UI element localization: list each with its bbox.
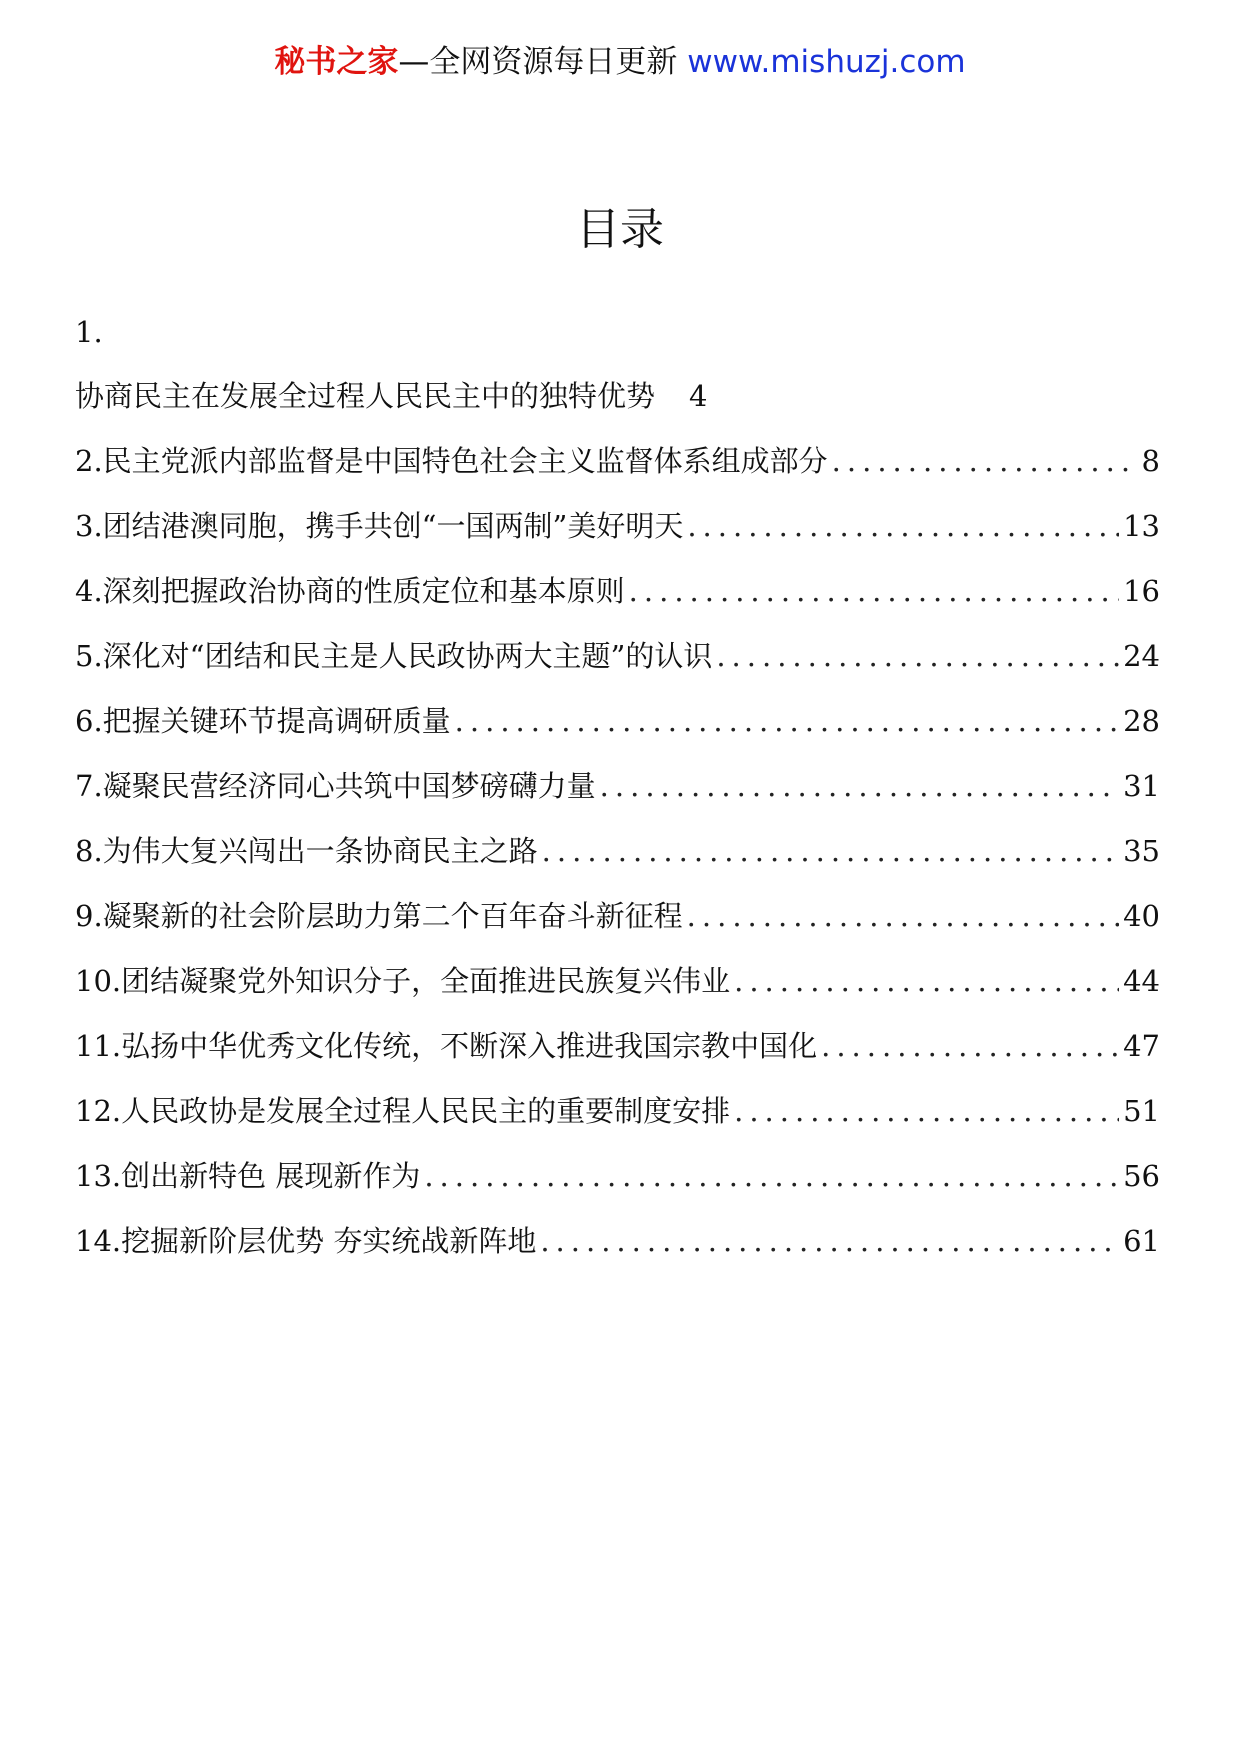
dot-leader	[540, 1209, 1119, 1274]
toc-entry-page: 8	[1141, 444, 1160, 478]
brand-name: 秘书之家	[274, 44, 399, 80]
toc-entry-page: 44	[1123, 964, 1160, 998]
dot-leader	[455, 689, 1119, 754]
toc-entry-page: 31	[1123, 769, 1160, 803]
site-header	[0, 40, 1240, 84]
toc-entry[interactable]	[75, 819, 1160, 884]
toc-entry-1-number: 1.	[75, 315, 103, 349]
site-url-link[interactable]: www.mishuzj.com	[687, 44, 966, 80]
toc-entry-text: 10.团结凝聚党外知识分子，全面推进民族复兴伟业	[75, 964, 731, 998]
toc-entry-page: 47	[1123, 1029, 1160, 1063]
toc-entry[interactable]	[75, 429, 1160, 494]
toc-entry-page: 56	[1123, 1159, 1160, 1193]
toc-entry-text: 14.挖掘新阶层优势 夯实统战新阵地	[75, 1224, 537, 1258]
toc-entry[interactable]	[75, 1014, 1160, 1079]
toc-entry-text: 协商民主在发展全过程人民民主中的独特优势	[75, 379, 656, 413]
toc-entry-page: 35	[1123, 834, 1160, 868]
toc-entry-page: 16	[1123, 574, 1160, 608]
toc-entry[interactable]	[75, 949, 1160, 1014]
toc-entry-text: 5.深化对“团结和民主是人民政协两大主题”的认识	[75, 639, 713, 673]
dot-leader	[629, 559, 1119, 624]
toc-entry[interactable]	[75, 754, 1160, 819]
toc-entry-page: 51	[1123, 1094, 1160, 1128]
toc-entry-text: 9.凝聚新的社会阶层助力第二个百年奋斗新征程	[75, 899, 683, 933]
dot-leader	[542, 819, 1119, 884]
toc-entry[interactable]	[75, 624, 1160, 689]
toc-entry[interactable]	[75, 559, 1160, 624]
dot-leader	[600, 754, 1119, 819]
toc-entry[interactable]	[75, 1079, 1160, 1144]
toc-entry-text: 6.把握关键环节提高调研质量	[75, 704, 451, 738]
table-of-contents	[75, 300, 1160, 1274]
toc-entry[interactable]	[75, 1209, 1160, 1274]
dot-leader	[734, 1079, 1119, 1144]
toc-title: 目录	[576, 204, 664, 255]
toc-entry-text: 11.弘扬中华优秀文化传统，不断深入推进我国宗教中国化	[75, 1029, 818, 1063]
toc-entry[interactable]	[75, 494, 1160, 559]
dot-leader	[424, 1144, 1119, 1209]
toc-entry-1[interactable]	[75, 364, 1160, 429]
toc-entry[interactable]	[75, 1144, 1160, 1209]
dot-leader	[832, 429, 1138, 494]
toc-entry-text: 12.人民政协是发展全过程人民民主的重要制度安排	[75, 1094, 731, 1128]
dot-leader	[687, 494, 1119, 559]
dot-leader	[687, 884, 1119, 949]
toc-entry-page: 24	[1123, 639, 1160, 673]
toc-entry-text: 2.民主党派内部监督是中国特色社会主义监督体系组成部分	[75, 444, 828, 478]
toc-entry-page: 61	[1123, 1224, 1160, 1258]
toc-entry[interactable]	[75, 884, 1160, 949]
dot-leader	[734, 949, 1119, 1014]
dot-leader	[716, 624, 1119, 689]
toc-entry-text: 13.创出新特色 展现新作为	[75, 1159, 421, 1193]
toc-entry-text: 8.为伟大复兴闯出一条协商民主之路	[75, 834, 538, 868]
dot-leader	[821, 1014, 1119, 1079]
toc-entry[interactable]	[75, 689, 1160, 754]
toc-entry-text: 7.凝聚民营经济同心共筑中国梦磅礴力量	[75, 769, 596, 803]
toc-entry-page: 4	[689, 379, 708, 413]
header-tagline: —全网资源每日更新	[398, 44, 678, 80]
toc-entry-text: 4.深刻把握政治协商的性质定位和基本原则	[75, 574, 625, 608]
toc-entry-text: 3.团结港澳同胞，携手共创“一国两制”美好明天	[75, 509, 684, 543]
toc-entry-page: 40	[1123, 899, 1160, 933]
toc-entry-page: 13	[1123, 509, 1160, 543]
toc-entry-page: 28	[1123, 704, 1160, 738]
